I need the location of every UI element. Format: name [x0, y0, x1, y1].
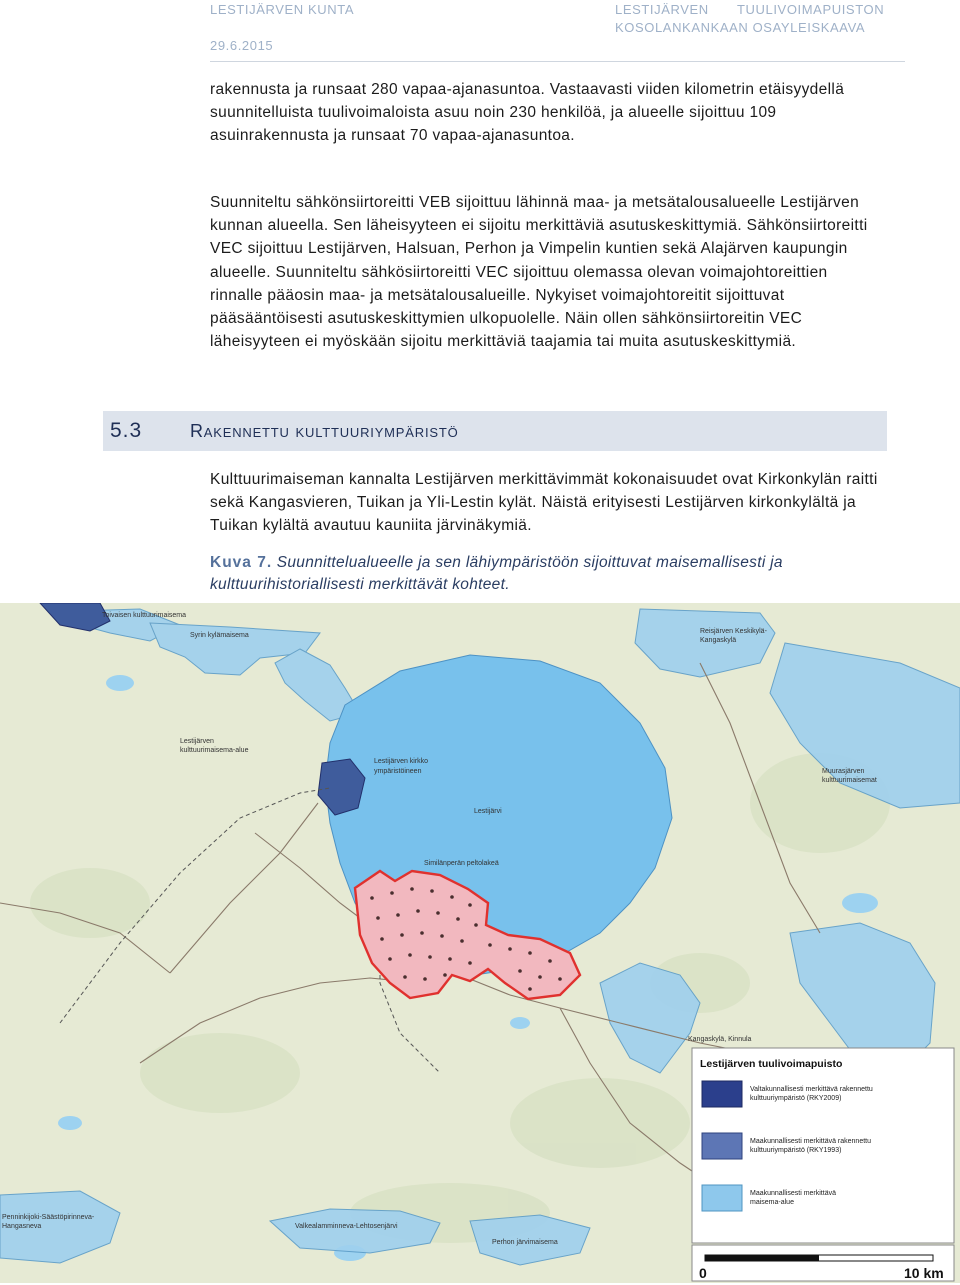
paragraph-population: rakennusta ja runsaat 280 vapaa-ajanasuntoa. Vastaavasti viiden kilometrin etäisyydellä suunnitelluista tuulivoimaloista asuu noin 230 henkilöä, ja alueelle sijoittuu 109 asuinrakennusta ja runsaat 70 vapaa-ajanasuntoa.	[210, 81, 845, 145]
figure-caption	[210, 552, 890, 596]
label-kulttuurimaisema-1: Lestijärven	[180, 738, 214, 745]
section-heading	[103, 411, 887, 451]
label-toivaisen: Toivaisen kulttuurimaisema	[102, 612, 187, 619]
label-muurasjarvi-1: Muurasjärven	[822, 768, 865, 775]
header-project-part-a: LESTIJÄRVEN	[615, 2, 709, 17]
label-pennin-1: Penninkijoki-Säästöpirinneva-	[2, 1214, 95, 1221]
legend-swatch-regional	[702, 1133, 742, 1159]
scale-bar	[692, 1245, 954, 1281]
caption-text: Suunnittelualueelle ja sen lähiympäristöön sijoittuvat maisemallisesti ja kulttuurihistoriallisesti merkittävät kohteet.	[210, 554, 783, 593]
label-reisjarvi-2: Kangaskylä	[700, 637, 737, 644]
header-project-part-c: KOSOLANKANKAAN OSAYLEISKAAVA	[615, 20, 866, 35]
legend-national-1: Valtakunnallisesti merkittävä rakennettu	[750, 1086, 873, 1093]
label-syrin: Syrin kylämaisema	[190, 632, 249, 639]
label-reisjarvi-1: Reisjärven Keskikylä-	[700, 628, 767, 635]
legend-title: Lestijärven tuulivoimapuisto	[700, 1058, 843, 1070]
landscape-map	[0, 603, 960, 1283]
label-pennin-2: Hangasneva	[2, 1223, 42, 1230]
label-valkeala: Valkealamminneva-Lehtosenjärvi	[295, 1223, 398, 1230]
label-kulttuurimaisema-2: kulttuurimaisema-alue	[180, 747, 249, 754]
section-title: Rakennettu kulttuuriympäristö	[190, 421, 459, 441]
label-lestijarvi: Lestijärvi	[474, 808, 502, 815]
page-header	[0, 0, 960, 64]
label-similampi: Similänperän peltolakeä	[424, 860, 499, 867]
paragraph-cultural-landscape: Kulttuurimaiseman kannalta Lestijärven merkittävimmät kokonaisuudet ovat Kirkonkylän raitti sekä Kangasvieren, Tuikan ja Yli-Lestin kylät. Näistä erityisesti Lestijärven kirkonkylältä ja Tuikan kylältä avautuu kauniita järvinäkymiä.	[210, 471, 878, 535]
label-perhon: Perhon järvimaisema	[492, 1239, 558, 1246]
legend-landscape-1: Maakunnallisesti merkittävä	[750, 1190, 836, 1197]
scale-start: 0	[699, 1265, 707, 1281]
label-kangaskyla: Kangaskylä, Kinnula	[688, 1036, 752, 1043]
scale-end: 10 km	[904, 1265, 944, 1281]
label-muurasjarvi-2: kulttuurimaisemat	[822, 777, 877, 784]
label-kirkko-2: ympäristöineen	[374, 768, 422, 775]
legend-swatch-landscape	[702, 1185, 742, 1211]
map-legend	[692, 1048, 954, 1243]
header-project-part-b: TUULIVOIMAPUISTON	[737, 2, 885, 17]
scale-segment	[705, 1255, 819, 1261]
legend-landscape-2: maisema-alue	[750, 1199, 794, 1206]
paragraph-power-routes: Suunniteltu sähkönsiirtoreitti VEB sijoittuu lähinnä maa- ja metsätalousalueelle Lestijärven kunnan alueella. Sen läheisyyteen ei sijoitu merkittäviä asutuskeskittymiä. Sähkönsiirtoreitti VEC sijoittuu Lestijärven, Halsuan, Perhon ja Vimpelin kuntien sekä Alajärven kaupungin alueelle. Suunniteltu sähkösiirtoreitti VEC sijoittuu olemassa olevan voimajohtoreittien rinnalle pääosin maa- ja metsätalousalueille. Nykyiset voimajohtoreitit sijoittuvat pääsääntöisesti asutuskeskittymien ulkopuolelle. Näin ollen sähkönsiirtoreitin VEC läheisyyteen ei myöskään sijoitu merkittäviä taajamia tai muita asutuskeskittymiä.	[210, 194, 868, 351]
legend-national-2: kulttuuriympäristö (RKY2009)	[750, 1095, 842, 1102]
legend-regional-2: kulttuuriympäristö (RKY1993)	[750, 1147, 842, 1154]
caption-label: Kuva 7.	[210, 554, 273, 571]
legend-regional-1: Maakunnallisesti merkittävä rakennettu	[750, 1138, 872, 1145]
label-kirkko-1: Lestijärven kirkko	[374, 758, 429, 765]
header-organization: LESTIJÄRVEN KUNTA	[210, 2, 355, 17]
header-rule	[210, 61, 905, 62]
header-date: 29.6.2015	[210, 38, 274, 53]
section-number: 5.3	[110, 419, 143, 442]
legend-swatch-national	[702, 1081, 742, 1107]
